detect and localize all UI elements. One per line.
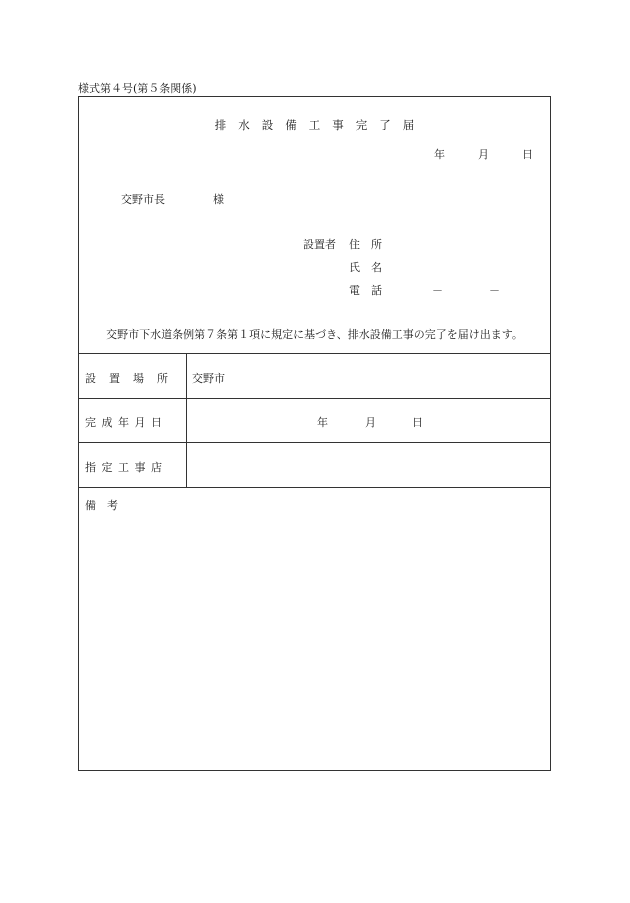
column-divider bbox=[186, 353, 187, 487]
divider bbox=[79, 398, 550, 399]
date-day-label: 日 bbox=[522, 148, 533, 161]
form-number: 様式第４号(第５条関係) bbox=[78, 82, 197, 95]
remarks-label: 備 考 bbox=[85, 499, 118, 512]
completion-year-label: 年 bbox=[317, 416, 328, 429]
divider bbox=[79, 487, 550, 488]
addressee-name: 交野市長 bbox=[121, 193, 165, 206]
applicant-address-label: 住 所 bbox=[349, 238, 382, 251]
statement-text: 交野市下水道条例第７条第１項に規定に基づき、排水設備工事の完了を届け出ます。 bbox=[106, 328, 523, 341]
date-year-label: 年 bbox=[434, 148, 445, 161]
date-month-label: 月 bbox=[478, 148, 489, 161]
addressee-honorific: 様 bbox=[213, 193, 224, 206]
divider bbox=[79, 353, 550, 354]
location-label: 設 置 場 所 bbox=[85, 372, 169, 385]
submission-date bbox=[434, 146, 533, 162]
divider bbox=[79, 442, 550, 443]
form-title: 排水設備工事完了届 bbox=[214, 118, 427, 132]
applicant-label: 設置者 bbox=[303, 238, 336, 251]
completion-month-label: 月 bbox=[365, 416, 376, 429]
completion-day-label: 日 bbox=[412, 416, 423, 429]
applicant-phone-label: 電 話 bbox=[349, 284, 382, 297]
completion-date-label: 完 成 年 月 日 bbox=[85, 416, 163, 429]
location-value[interactable]: 交野市 bbox=[192, 372, 225, 385]
phone-separator-2: － bbox=[489, 284, 500, 297]
phone-separator-1: － bbox=[432, 284, 443, 297]
contractor-label: 指 定 工 事 店 bbox=[85, 461, 163, 474]
form-box bbox=[78, 96, 551, 771]
applicant-name-label: 氏 名 bbox=[349, 261, 382, 274]
